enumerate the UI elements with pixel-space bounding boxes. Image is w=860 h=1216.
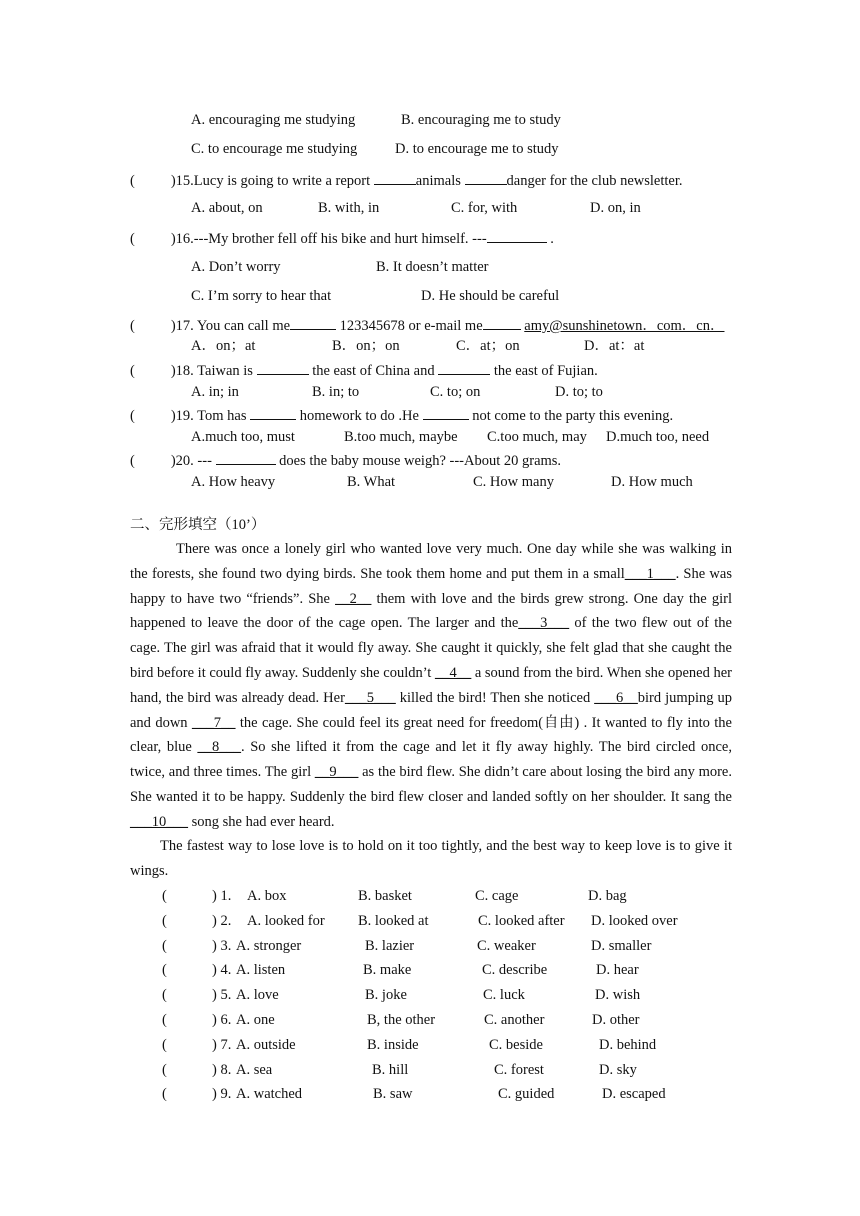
cloze-blank-3: ___3___ xyxy=(518,615,570,632)
q19-option-b: B.too much, maybe xyxy=(344,429,458,445)
answer-paren: ( xyxy=(130,363,135,379)
q14-option-b: B. encouraging me to study xyxy=(401,112,561,128)
option-b: B, the other xyxy=(367,1012,436,1028)
answer-blank xyxy=(483,315,521,330)
answer-blank xyxy=(438,360,490,375)
answer-blank xyxy=(423,405,469,420)
q18-stem-1: )18. Taiwan is xyxy=(170,363,257,379)
option-b: B. make xyxy=(363,962,412,979)
q19-stem-2: homework to do .He xyxy=(296,408,423,424)
option-b: B. inside xyxy=(367,1036,419,1053)
option-a: A. one xyxy=(236,1012,275,1028)
section-title: 二、完形填空（10’） xyxy=(130,517,266,533)
answer-blank xyxy=(250,405,296,420)
passage-text: as the bird flew. She didn’t care about losing the bird any more. She wanted it to be happy. Suddenly the bird flew closer and landed softly on her shoulder. It sang the xyxy=(130,764,732,805)
option-c: C. another xyxy=(484,1012,545,1028)
passage-text: a sound from the bird. When she opened her hand, the bird was already dead. Her xyxy=(130,664,732,706)
option-a: A. sea xyxy=(236,1061,273,1078)
item-number: ) 8. xyxy=(212,1061,232,1078)
answer-paren: ( xyxy=(162,937,167,954)
cloze-blank-6: ___6__ xyxy=(594,689,638,706)
option-b: B. lazier xyxy=(365,937,415,954)
passage-text: killed the bird! Then she noticed xyxy=(395,689,595,706)
q20-option-b: B. What xyxy=(347,474,396,490)
answer-paren: ( xyxy=(130,453,135,469)
option-b: B. saw xyxy=(373,1086,413,1103)
option-d: D. looked over xyxy=(591,912,678,929)
passage-text: . She was happy to have two “friends”. She xyxy=(130,565,732,607)
cloze-blank-10: ___10___ xyxy=(130,813,188,830)
q16-option-c: C. I’m sorry to hear that xyxy=(191,288,332,304)
passage-text: them with love and the birds grew strong. One day the girl happened to leave the door of the cage open. The larger and the xyxy=(130,590,732,632)
item-number: ) 9. xyxy=(212,1086,232,1103)
passage-text: song she had ever heard. xyxy=(188,813,335,830)
q19-stem-1: )19. Tom has xyxy=(170,408,251,424)
answer-paren: ( xyxy=(130,318,135,334)
answer-blank xyxy=(290,315,336,330)
passage-text: There was once a lonely girl who wanted love very much. One day while she was walking in the forests, she found two dying birds. She took them home and put them in a small xyxy=(130,541,732,582)
option-a: A. watched xyxy=(236,1086,303,1103)
option-a: A. listen xyxy=(236,962,286,979)
passage-text: bird jumping up and down xyxy=(130,689,732,731)
answer-blank xyxy=(465,170,507,185)
q20-option-a: A. How heavy xyxy=(191,474,276,490)
q19-option-a: A.much too, must xyxy=(191,429,295,445)
item-number: ) 6. xyxy=(212,1012,232,1028)
q15-option-b: B. with, in xyxy=(318,200,380,216)
option-c: C. guided xyxy=(498,1086,555,1103)
answer-blank xyxy=(216,450,276,465)
option-b: B. joke xyxy=(365,987,407,1004)
option-a: A. outside xyxy=(236,1036,296,1053)
question-18 xyxy=(130,360,598,380)
cloze-passage xyxy=(130,537,732,835)
option-c: C. forest xyxy=(494,1061,544,1078)
item-number: ) 5. xyxy=(212,987,232,1004)
q16-stem-1: )16.---My brother fell off his bike and hurt himself. --- xyxy=(170,231,487,247)
q15-option-d: D. on, in xyxy=(590,200,641,216)
q16-option-a: A. Don’t worry xyxy=(191,259,281,275)
q15-stem-1: )15.Lucy is going to write a report xyxy=(170,173,374,189)
option-c: C. looked after xyxy=(478,912,565,929)
answer-paren: ( xyxy=(162,1061,167,1078)
question-16 xyxy=(130,228,554,248)
option-c: C. cage xyxy=(475,888,519,904)
cloze-blank-8: __8___ xyxy=(197,739,241,756)
option-c: C. beside xyxy=(489,1036,543,1053)
option-d: D. hear xyxy=(596,962,639,979)
q17-option-b: B．on；on xyxy=(332,338,400,354)
option-c: C. describe xyxy=(482,962,548,979)
answer-paren: ( xyxy=(162,1086,167,1103)
passage-text: of the two flew out of the cage. The girl was afraid that it would fly away. She caught it quickly, she felt glad that she caught the bird before it could fly away. Suddenly she couldn’t xyxy=(130,615,732,681)
q15-option-a: A. about, on xyxy=(191,200,263,216)
passage-moral: The fastest way to lose love is to hold on it too tightly, and the best way to keep love is to give it wings. xyxy=(130,838,732,879)
answer-paren: ( xyxy=(130,408,135,424)
answer-paren: ( xyxy=(162,987,167,1004)
question-15 xyxy=(130,170,682,190)
q18-option-a: A. in; in xyxy=(191,384,239,400)
option-d: D. behind xyxy=(599,1036,657,1053)
q20-stem-2: does the baby mouse weigh? ---About 20 grams. xyxy=(275,453,562,469)
answer-blank xyxy=(257,360,309,375)
q16-option-b: B. It doesn’t matter xyxy=(376,259,489,275)
q14-option-d: D. to encourage me to study xyxy=(395,141,559,157)
answer-paren: ( xyxy=(162,912,167,929)
question-19 xyxy=(130,405,673,425)
q16-option-d: D. He should be careful xyxy=(421,288,560,304)
q17-option-c: C．at；on xyxy=(456,338,520,354)
answer-paren: ( xyxy=(162,888,167,904)
cloze-blank-4: __4__ xyxy=(434,664,472,681)
answer-blank xyxy=(374,170,416,185)
q16-stem-2: . xyxy=(546,231,554,247)
q18-stem-3: the east of Fujian. xyxy=(490,363,598,379)
option-b: B. hill xyxy=(372,1061,409,1078)
email-address: amy@sunshinetown．com．cn． xyxy=(524,318,725,334)
q18-option-c: C. to; on xyxy=(430,384,481,400)
cloze-blank-7: ___7__ xyxy=(191,714,236,731)
option-d: D. bag xyxy=(588,888,627,904)
option-b: B. basket xyxy=(358,888,412,904)
option-a: A. love xyxy=(236,987,279,1004)
option-d: D. escaped xyxy=(602,1086,666,1103)
option-a: A. box xyxy=(247,888,287,904)
passage-text: . So she lifted it from the cage and let it fly away highly. The bird circled once, twice, and three times. The girl xyxy=(130,739,732,781)
q19-option-d: D.much too, need xyxy=(606,429,710,445)
answer-paren: ( xyxy=(162,1036,167,1053)
q18-stem-2: the east of China and xyxy=(308,363,439,379)
option-c: C. weaker xyxy=(477,937,536,954)
cloze-blank-1: ___1___ xyxy=(624,565,676,582)
question-20 xyxy=(130,450,561,470)
q17-option-a: A．on；at xyxy=(191,338,256,354)
q20-stem-1: )20. --- xyxy=(170,453,216,469)
q15-stem-2: animals xyxy=(415,173,465,189)
item-number: ) 7. xyxy=(212,1036,232,1053)
q18-option-d: D. to; to xyxy=(555,384,603,400)
option-d: D. sky xyxy=(599,1061,637,1078)
q17-stem-1: )17. You can call me xyxy=(170,318,291,334)
q17-stem-2: 123345678 or e-mail me xyxy=(336,318,483,334)
option-b: B. looked at xyxy=(358,912,429,929)
cloze-blank-9: __9___ xyxy=(314,764,359,781)
item-number: ) 3. xyxy=(212,937,232,954)
answer-paren: ( xyxy=(162,962,167,979)
option-a: A. stronger xyxy=(236,937,302,954)
q19-option-c: C.too much, may xyxy=(487,429,587,445)
answer-blank xyxy=(487,228,547,243)
option-c: C. luck xyxy=(483,987,525,1004)
q18-option-b: B. in; to xyxy=(312,384,360,400)
option-d: D. smaller xyxy=(591,937,652,954)
item-number: ) 2. xyxy=(212,912,232,929)
q14-option-a: A. encouraging me studying xyxy=(191,112,356,128)
item-number: ) 4. xyxy=(212,962,232,979)
q20-option-d: D. How much xyxy=(611,474,693,490)
answer-paren: ( xyxy=(162,1012,167,1028)
q17-option-d: D．at：at xyxy=(584,338,645,354)
q19-stem-3: not come to the party this evening. xyxy=(468,408,674,424)
option-d: D. other xyxy=(592,1012,640,1028)
answer-paren: ( xyxy=(130,173,135,189)
q15-stem-3: danger for the club newsletter. xyxy=(506,173,683,189)
answer-paren: ( xyxy=(130,231,135,247)
option-a: A. looked for xyxy=(247,912,325,929)
cloze-blank-5: ___5___ xyxy=(344,689,396,706)
item-number: ) 1. xyxy=(212,888,232,904)
q20-option-c: C. How many xyxy=(473,474,554,490)
passage-text: the cage. She could feel its great need for freedom(自由) . It wanted to fly into the clear, blue xyxy=(130,714,732,756)
q14-option-c: C. to encourage me studying xyxy=(191,141,358,157)
question-17 xyxy=(130,315,724,335)
cloze-blank-2: __2__ xyxy=(335,590,372,607)
option-d: D. wish xyxy=(595,987,641,1004)
q15-option-c: C. for, with xyxy=(451,200,518,216)
